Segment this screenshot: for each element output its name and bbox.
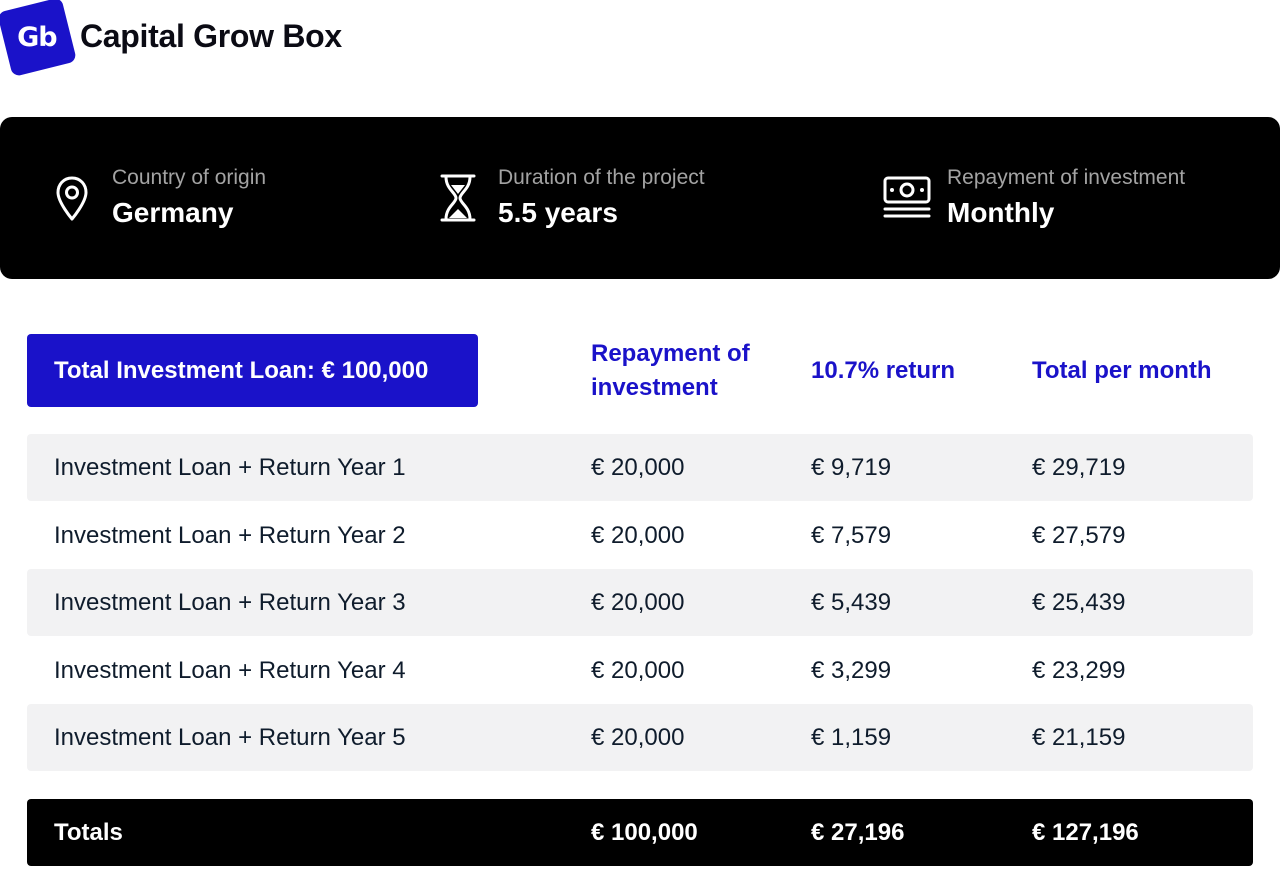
row-total: € 29,719 xyxy=(1032,453,1126,481)
brand-name[interactable]: Capital Grow Box xyxy=(80,18,342,54)
table-row xyxy=(27,502,1253,569)
totals-row xyxy=(27,799,1253,866)
row-total: € 21,159 xyxy=(1032,723,1126,751)
location-pin-icon xyxy=(46,172,98,224)
row-label: Investment Loan + Return Year 3 xyxy=(54,588,406,616)
row-total: € 25,439 xyxy=(1032,588,1126,616)
info-country-label: Country of origin xyxy=(112,166,267,189)
info-repayment-label: Repayment of investment xyxy=(947,166,1186,189)
row-repayment: € 20,000 xyxy=(591,521,685,549)
row-label: Investment Loan + Return Year 2 xyxy=(54,521,406,549)
row-total: € 23,299 xyxy=(1032,656,1126,684)
table-row xyxy=(27,569,1253,636)
info-duration-value: 5.5 years xyxy=(498,197,618,228)
row-repayment: € 20,000 xyxy=(591,656,685,684)
column-header-repayment-line1: Repayment of xyxy=(591,340,750,367)
brand-logo[interactable] xyxy=(0,0,77,77)
totals-label: Totals xyxy=(54,818,123,846)
totals-return: € 27,196 xyxy=(811,818,905,846)
info-repayment xyxy=(881,117,1185,279)
info-country-value: Germany xyxy=(112,197,234,228)
row-return: € 9,719 xyxy=(811,453,892,481)
total-investment-loan-badge: Total Investment Loan: € 100,000 xyxy=(27,334,478,407)
column-header-total: Total per month xyxy=(1032,357,1212,384)
row-repayment: € 20,000 xyxy=(591,588,685,616)
row-repayment: € 20,000 xyxy=(591,723,685,751)
row-return: € 5,439 xyxy=(811,588,892,616)
hourglass-icon xyxy=(432,172,484,224)
table-row xyxy=(27,704,1253,771)
row-label: Investment Loan + Return Year 4 xyxy=(54,656,406,684)
row-return: € 1,159 xyxy=(811,723,892,751)
row-label: Investment Loan + Return Year 1 xyxy=(54,453,406,481)
info-duration xyxy=(432,117,705,279)
totals-repayment: € 100,000 xyxy=(591,818,698,846)
column-header-repayment-line2: investment xyxy=(591,374,718,401)
row-return: € 3,299 xyxy=(811,656,892,684)
project-info-bar xyxy=(0,117,1280,279)
column-header-repayment xyxy=(591,337,750,405)
row-total: € 27,579 xyxy=(1032,521,1126,549)
row-label: Investment Loan + Return Year 5 xyxy=(54,723,406,751)
money-icon xyxy=(881,172,933,224)
info-duration-label: Duration of the project xyxy=(498,166,705,189)
info-repayment-value: Monthly xyxy=(947,197,1055,228)
brand-logo-text: Gb xyxy=(17,21,57,53)
table-row xyxy=(27,434,1253,501)
column-header-return: 10.7% return xyxy=(811,357,956,384)
info-country xyxy=(46,117,266,279)
totals-total: € 127,196 xyxy=(1032,818,1139,846)
row-return: € 7,579 xyxy=(811,521,892,549)
table-row xyxy=(27,637,1253,704)
row-repayment: € 20,000 xyxy=(591,453,685,481)
